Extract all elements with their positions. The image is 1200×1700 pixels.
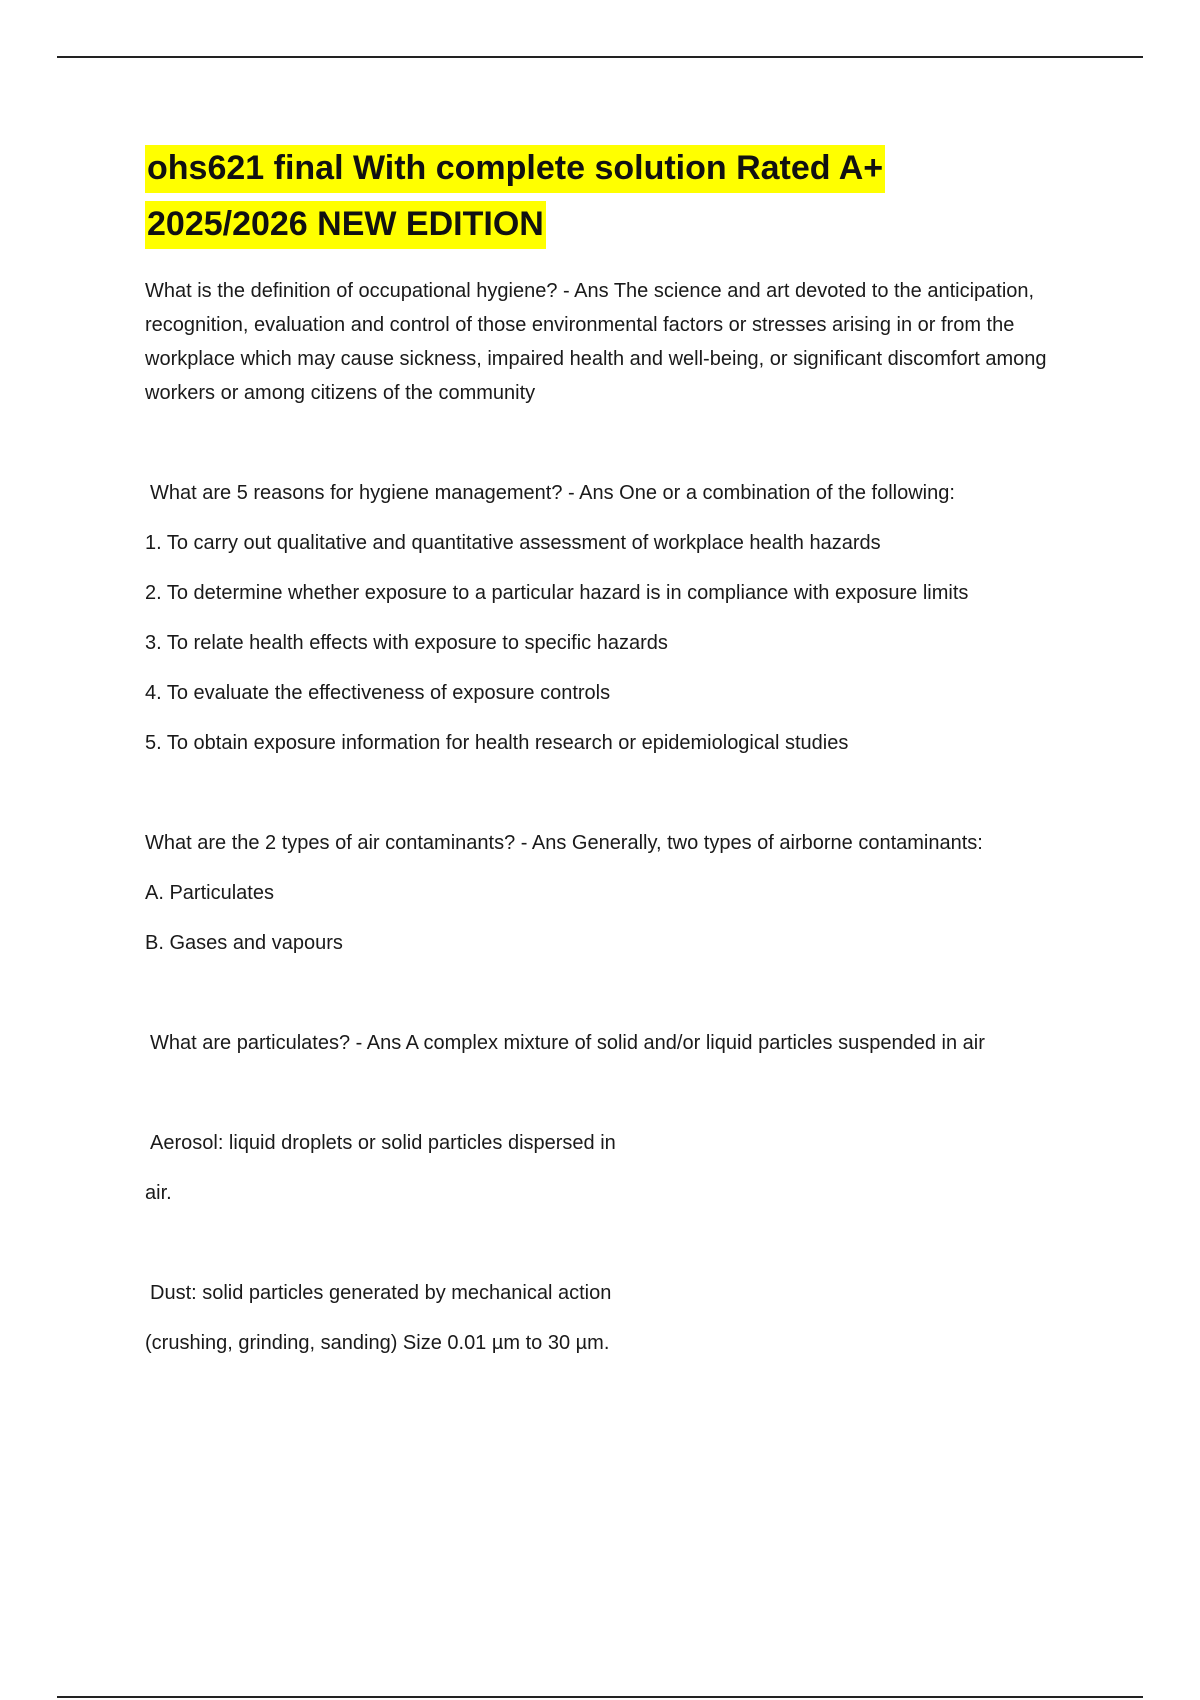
dust-definition-line-1: Dust: solid particles generated by mechanical action (150, 1282, 612, 1304)
list-item: A. Particulates (145, 882, 274, 904)
list-item: 3. To relate health effects with exposure to specific hazards (145, 632, 668, 654)
list-item: 4. To evaluate the effectiveness of exposure controls (145, 682, 611, 704)
title-highlight-line-2: 2025/2026 NEW EDITION (145, 201, 546, 249)
title-highlight-line-1: ohs621 final With complete solution Rated A+ (145, 145, 885, 193)
list-item: 5. To obtain exposure information for health research or epidemiological studies (145, 732, 849, 754)
footer-rule (57, 1696, 1143, 1698)
document-title (145, 140, 1105, 252)
aerosol-definition-line-2: air. (145, 1182, 172, 1204)
list-item: 1. To carry out qualitative and quantitative assessment of workplace health hazards (145, 532, 881, 554)
question-particulates: What are particulates? - Ans A complex mixture of solid and/or liquid particles suspended in air (150, 1032, 985, 1054)
header-rule (57, 56, 1143, 58)
question-air-contaminants: What are the 2 types of air contaminants? - Ans Generally, two types of airborne contaminants: (145, 832, 983, 854)
aerosol-definition-line-1: Aerosol: liquid droplets or solid particles dispersed in (150, 1132, 616, 1154)
list-item: 2. To determine whether exposure to a particular hazard is in compliance with exposure limits (145, 582, 969, 604)
dust-definition-line-2: (crushing, grinding, sanding) Size 0.01 µm to 30 µm. (145, 1332, 610, 1354)
question-occupational-hygiene: What is the definition of occupational hygiene? - Ans The science and art devoted to the anticipation, recognition, evaluation and control of those environmental factors or stresses arising in or from the workplace which may cause sickness, impaired health and well-being, or significant discomfort among workers or among citizens of the community (145, 280, 1047, 404)
question-hygiene-management: What are 5 reasons for hygiene management? - Ans One or a combination of the following: (150, 482, 955, 504)
list-item: B. Gases and vapours (145, 932, 343, 954)
document-body (145, 140, 1105, 1360)
